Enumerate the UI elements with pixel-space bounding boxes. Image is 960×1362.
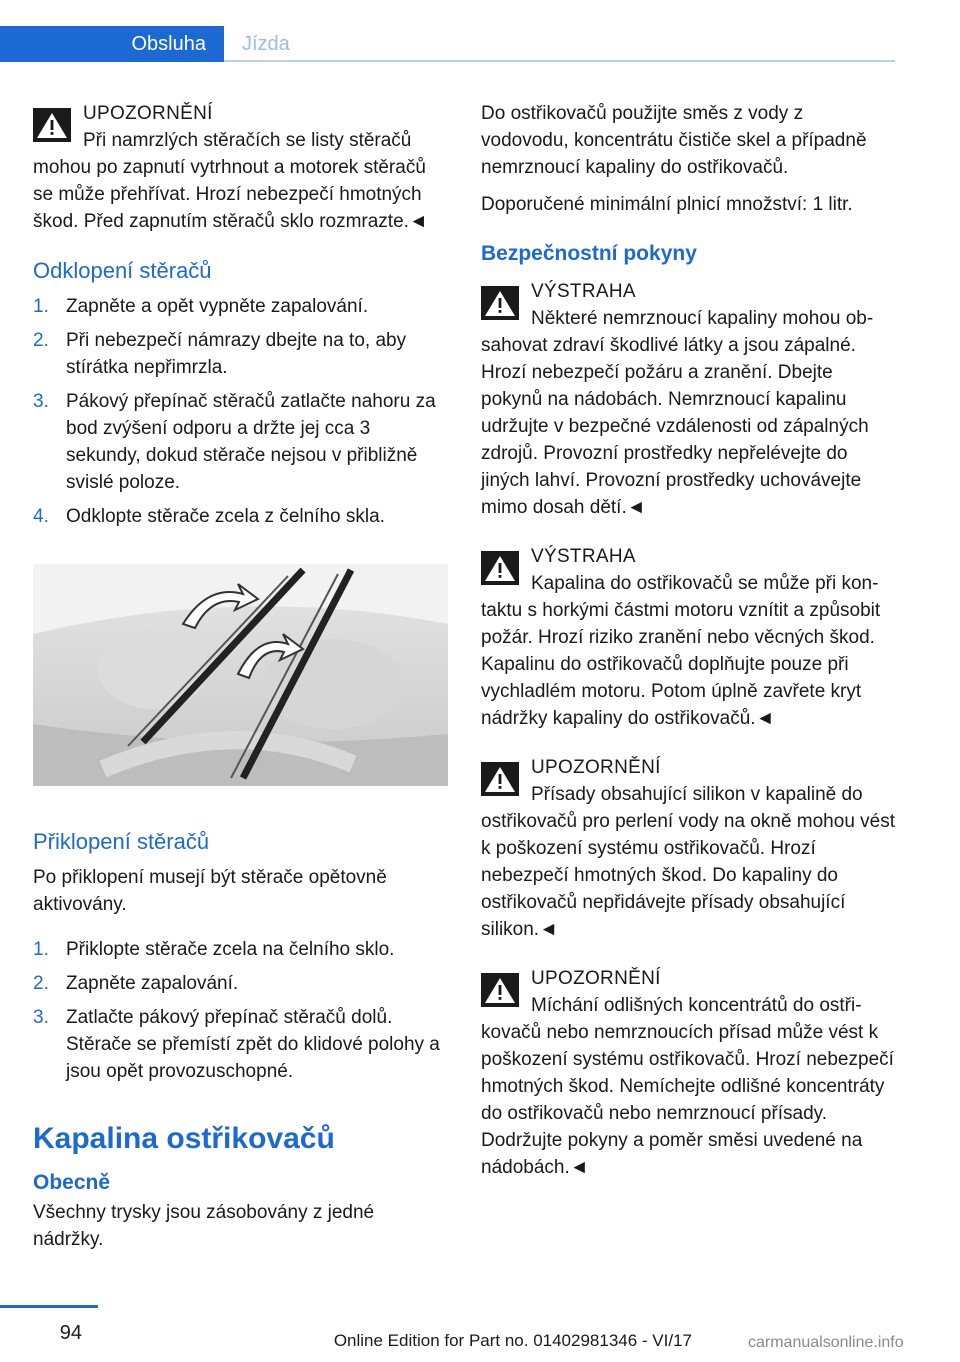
steps-odklopeni <box>33 293 448 530</box>
notice-first-line: Kapalina do ostřikovačů se může při kon- <box>531 573 879 594</box>
step-number: 1. <box>33 939 49 960</box>
step-number: 4. <box>33 506 49 527</box>
step-number: 3. <box>33 391 49 412</box>
section-title-safety: Bezpečnostní pokyny <box>481 242 697 265</box>
list-item <box>33 327 448 381</box>
notice-text: mohou po zapnutí vytrhnout a motorek stěračů se může přehřívat. Hrozí nebezpečí hmotných škod. Před zapnutím stěračů sklo rozmrazte.◄ <box>33 157 428 232</box>
notice-title: VÝSTRAHA <box>531 546 636 567</box>
notice-text: ostřikovačů pro perlení vody na okně mohou vést k poškození systému ostřikovačů. Hrozí nebezpečí hmotných škod. Do kapaliny do ostřikovačů nepřidávejte přísady obsahující silikon.◄ <box>481 811 896 940</box>
notice-warning-toxic <box>481 278 895 521</box>
step-text: Přiklopte stěrače zcela na čelního sklo. <box>66 939 395 960</box>
step-text: Zapněte zapalování. <box>66 973 239 994</box>
section-title-obecne: Obecně <box>33 1171 111 1194</box>
list-item <box>33 936 448 963</box>
step-text: Zapněte a opět vypněte zapalování. <box>66 296 369 317</box>
warning-triangle-icon <box>33 108 71 142</box>
step-text: Při nebezpečí námrazy dbejte na to, aby stírátka nepřimrzla. <box>66 330 407 378</box>
notice-text: kovačů nebo nemrznoucích přísad může vést k poškození systému ostřikovačů. Hrozí nebezpečí hmotných škod. Nemíchejte odlišné koncentráty do ostřikovačů nebo nemrznoucí přísady. Dodržujte pokyny a poměr směsi uvedené na nádobách.◄ <box>481 1022 894 1178</box>
right-column <box>481 100 895 1203</box>
wiper-illustration <box>33 564 448 786</box>
list-item <box>33 293 448 320</box>
notice-frozen-wipers <box>33 100 448 235</box>
warning-triangle-icon <box>481 762 519 796</box>
notice-caution-silicone <box>481 754 895 943</box>
step-number: 1. <box>33 296 49 317</box>
edition-info: Online Edition for Part no. 01402981346 - VI/17 <box>333 1331 692 1350</box>
notice-first-line: Při namrzlých stěračích se listy stěračů <box>83 130 412 151</box>
notice-title: UPOZORNĚNÍ <box>531 757 661 778</box>
warning-triangle-icon <box>481 551 519 585</box>
page-number: 94 <box>59 1322 82 1344</box>
warning-triangle-icon <box>481 286 519 320</box>
notice-text: taktu s horkými částmi motoru vznítit a způsobit požár. Hrozí riziko zranění nebo věcných škod. Kapalinu do ostřikovačů doplňujte pouze při vychladlém motoru. Potom úplně zavřete kryt nádržky kapaliny do ostřikovačů.◄ <box>481 600 881 729</box>
list-item <box>33 1004 448 1085</box>
steps-priklopeni <box>33 936 448 1085</box>
chapter-tabs <box>0 26 344 62</box>
section-intro: Po přiklopení musejí být stěrače opětovně aktivovány. <box>33 867 387 915</box>
paragraph-mixture: Do ostřikovačů použijte směs z vody z vodovodu, koncentrátu čističe skel a případně nemrznoucí kapaliny do ostřikovačů. <box>481 103 867 178</box>
list-item <box>33 503 448 530</box>
step-number: 3. <box>33 1007 49 1028</box>
step-number: 2. <box>33 330 49 351</box>
section-title-odklopeni: Odklopení stěračů <box>33 258 212 283</box>
step-text: Zatlačte pákový přepínač stěračů dolů. Stěrače se přemístí zpět do klidové polohy a jsou opět provozuschopné. <box>66 1007 440 1082</box>
notice-caution-mixing <box>481 965 895 1181</box>
header-rule <box>224 60 895 62</box>
chapter-title: Kapalina ostřikovačů <box>33 1122 335 1155</box>
footer-rule <box>0 1305 98 1308</box>
notice-title: UPOZORNĚNÍ <box>83 103 213 124</box>
step-text: Odklopte stěrače zcela z čelního skla. <box>66 506 385 527</box>
notice-first-line: Míchání odlišných koncentrátů do ostři- <box>531 995 862 1016</box>
notice-first-line: Přísady obsahující silikon v kapalině do <box>531 784 863 805</box>
tab-jizda[interactable]: Jízda <box>242 33 290 55</box>
section-text: Všechny trysky jsou zásobovány z jedné nádržky. <box>33 1202 375 1250</box>
notice-title: UPOZORNĚNÍ <box>531 968 661 989</box>
notice-first-line: Některé nemrznoucí kapaliny mohou ob- <box>531 308 874 329</box>
notice-title: VÝSTRAHA <box>531 281 636 302</box>
watermark: carmanualsonline.info <box>748 1334 904 1351</box>
section-title-priklopeni: Přiklopení stěračů <box>33 829 210 854</box>
notice-text: sahovat zdraví škodlivé látky a jsou zápalné. Hrozí nebezpečí požáru a zranění. Dbejte pokynů na nádobách. Nemrznoucí kapalinu udržujte v bezpečné vzdálenosti od zápalných zdrojů. Provozní prostředky nepřelévejte do jiných lahví. Provozní prostředky uchovávejte mimo dosah dětí.◄ <box>481 335 869 518</box>
step-number: 2. <box>33 973 49 994</box>
tab-obsluha[interactable]: Obsluha <box>0 26 224 62</box>
notice-warning-fire <box>481 543 895 732</box>
left-column <box>33 100 448 1263</box>
paragraph-fill-amount: Doporučené minimální plnicí množství: 1 litr. <box>481 194 853 215</box>
step-text: Pákový přepínač stěračů zatlačte nahoru za bod zvýšení odporu a držte jej cca 3 sekundy, dokud stěrače nejsou v přibližně svislé poloze. <box>66 391 436 493</box>
warning-triangle-icon <box>481 973 519 1007</box>
list-item <box>33 970 448 997</box>
list-item <box>33 388 448 496</box>
